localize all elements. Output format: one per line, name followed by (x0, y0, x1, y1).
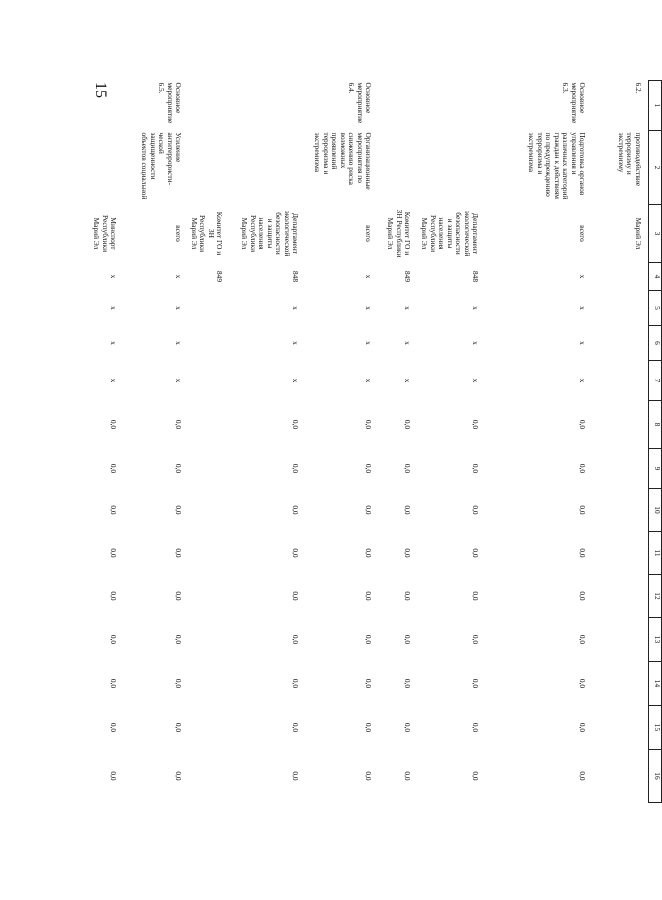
table-cell (188, 449, 224, 489)
table-cell: х (471, 306, 481, 310)
table-header (649, 81, 662, 803)
column-header-8: 8 (649, 401, 662, 449)
table-cell: 0,0 (109, 548, 119, 558)
table-cell: 0,0 (174, 419, 184, 430)
table-cell (225, 81, 301, 131)
table-row (379, 81, 413, 803)
table-cell: всего (364, 225, 374, 242)
table-cell: Марий Эл (634, 217, 643, 250)
table-cell: 0,0 (174, 722, 184, 733)
table-cell: 848 (291, 270, 301, 283)
table-cell: х (364, 378, 374, 383)
column-header-12: 12 (649, 575, 662, 618)
budget-table (78, 80, 662, 803)
table-cell: 0,0 (364, 505, 374, 515)
table-cell: 0,0 (174, 591, 184, 601)
table-cell: 849 (403, 270, 413, 283)
table-cell: х (364, 306, 374, 310)
table-cell (188, 618, 224, 662)
table-cell (379, 81, 413, 131)
table-row (118, 81, 188, 803)
table-cell: х (109, 306, 119, 310)
table-cell: 0,0 (364, 678, 374, 689)
table-cell: 0,0 (364, 591, 374, 601)
table-cell: 0,0 (291, 419, 301, 430)
table-cell: х (291, 378, 301, 383)
table-cell: 0,0 (403, 505, 413, 515)
table-cell: х (471, 341, 481, 345)
table-cell: 0,0 (578, 771, 588, 781)
table-cell: х (578, 341, 588, 345)
table-cell: х (174, 306, 184, 310)
table-row (481, 81, 593, 803)
table-cell (593, 361, 649, 401)
table-cell (188, 750, 224, 803)
table-cell: 0,0 (109, 678, 119, 689)
table-cell: 0,0 (291, 591, 301, 601)
table-cell: 0,0 (174, 771, 184, 781)
column-header-10: 10 (649, 489, 662, 532)
table-cell: 0,0 (578, 678, 588, 689)
table-cell: х (109, 378, 119, 383)
table-cell: 0,0 (109, 771, 119, 781)
table-cell: 0,0 (364, 548, 374, 558)
table-cell: 0,0 (174, 548, 184, 558)
table-cell (225, 131, 301, 205)
table-body (78, 81, 648, 803)
table-cell: 0,0 (403, 463, 413, 474)
table-cell: противодействие терроризму и экстремизму (616, 132, 643, 187)
table-cell: Департамент экологической безопасности и защиты населения Республики Марий Эл (420, 210, 481, 257)
column-header-2: 2 (649, 131, 662, 205)
table-cell: Основное мероприятие 6.5. (157, 82, 184, 124)
table-cell: 0,0 (109, 505, 119, 515)
table-cell (593, 489, 649, 532)
table-cell: 0,0 (109, 463, 119, 474)
column-header-13: 13 (649, 618, 662, 662)
table-cell: 0,0 (291, 548, 301, 558)
table-cell (188, 81, 224, 131)
table-cell: 0,0 (471, 419, 481, 430)
table-cell: 0,0 (109, 722, 119, 733)
table-cell (188, 131, 224, 205)
table-cell: х (109, 274, 119, 279)
column-header-11: 11 (649, 532, 662, 575)
table-cell (188, 361, 224, 401)
table-cell: х (364, 274, 374, 279)
table-cell: 0,0 (403, 419, 413, 430)
table-cell (593, 291, 649, 326)
column-header-15: 15 (649, 706, 662, 750)
table-cell: Основное мероприятие 6.3. (561, 82, 588, 124)
table-cell: 6.2. (634, 82, 643, 94)
table-cell: 0,0 (578, 463, 588, 474)
table-cell (188, 489, 224, 532)
column-header-14: 14 (649, 662, 662, 706)
table-row (301, 81, 379, 803)
table-cell: х (291, 306, 301, 310)
table-cell: 0,0 (578, 591, 588, 601)
table-cell: 0,0 (364, 771, 374, 781)
table-cell: 0,0 (109, 634, 119, 645)
table-cell: х (578, 274, 588, 279)
table-cell: х (174, 341, 184, 345)
table-cell: 0,0 (364, 634, 374, 645)
table-cell: х (471, 378, 481, 383)
table-cell: 0,0 (109, 419, 119, 430)
table-cell (593, 532, 649, 575)
table-cell: х (403, 306, 413, 310)
table-row (593, 81, 649, 803)
table-cell: х (291, 341, 301, 345)
table-cell (593, 449, 649, 489)
table-row (225, 81, 301, 803)
table-cell (593, 750, 649, 803)
table-cell: 0,0 (471, 722, 481, 733)
table-cell (78, 81, 118, 131)
table-cell: 848 (471, 270, 481, 283)
table-cell: 0,0 (174, 634, 184, 645)
column-header-5: 5 (649, 291, 662, 326)
table-cell: 0,0 (403, 678, 413, 689)
table-cell: Подготовка органов управления и различных категорий граждан к действиям по предупреждению терроризма и экстремизма (527, 132, 588, 200)
column-header-4: 4 (649, 263, 662, 291)
table-cell: 0,0 (403, 548, 413, 558)
rotated-table-container (92, 80, 662, 802)
table-cell (188, 662, 224, 706)
table-cell (78, 131, 118, 205)
table-cell: 0,0 (174, 463, 184, 474)
table-cell: х (403, 341, 413, 345)
table-cell (413, 81, 481, 131)
table-cell: 0,0 (291, 678, 301, 689)
table-cell: 0,0 (471, 505, 481, 515)
table-cell: 0,0 (578, 634, 588, 645)
table-cell: Организационные мероприятия по снижению риска возможных проявлений терроризма и экстремизма (313, 132, 374, 190)
column-header-16: 16 (649, 750, 662, 803)
table-cell: 0,0 (403, 591, 413, 601)
table-cell (593, 618, 649, 662)
table-cell: Комитет ГО и ЗН Республики Марий Эл (386, 209, 413, 258)
table-cell: х (109, 341, 119, 345)
table-cell: 0,0 (578, 419, 588, 430)
table-cell: х (578, 306, 588, 310)
table-cell (188, 532, 224, 575)
table-cell: 0,0 (471, 548, 481, 558)
table-cell: 0,0 (578, 505, 588, 515)
table-cell: 0,0 (578, 722, 588, 733)
table-cell: всего (578, 225, 588, 242)
table-cell: 0,0 (364, 463, 374, 474)
table-cell: 0,0 (471, 678, 481, 689)
table-row (188, 81, 224, 803)
table-cell (593, 263, 649, 291)
table-cell: Комитет ГО и ЗН Республики Марий Эл (189, 211, 225, 256)
table-cell: 849 (215, 270, 225, 283)
table-cell: 0,0 (471, 463, 481, 474)
column-header-9: 9 (649, 449, 662, 489)
table-cell: 0,0 (403, 634, 413, 645)
table-cell: 0,0 (364, 722, 374, 733)
table-cell: х (174, 378, 184, 383)
table-cell: 0,0 (471, 771, 481, 781)
table-cell (593, 706, 649, 750)
table-row (78, 81, 118, 803)
table-cell: х (364, 341, 374, 345)
table-row (413, 81, 481, 803)
table-cell (593, 575, 649, 618)
table-cell: х (174, 274, 184, 279)
table-cell: 0,0 (403, 771, 413, 781)
table-cell: Минспорт Республики Марий Эл (92, 214, 119, 253)
table-cell (593, 326, 649, 361)
table-cell (188, 575, 224, 618)
page-number: 15 (92, 82, 109, 98)
column-header-7: 7 (649, 361, 662, 401)
table-cell: 0,0 (174, 505, 184, 515)
column-header-3: 3 (649, 205, 662, 263)
table-cell (413, 131, 481, 205)
table-cell (188, 291, 224, 326)
table-cell: Департамент экологической безопасности и защиты населения Республики Марий Эл (240, 210, 301, 257)
table-cell (188, 706, 224, 750)
table-cell: 0,0 (291, 722, 301, 733)
table-cell (188, 401, 224, 449)
column-header-1: 1 (649, 81, 662, 131)
table-cell: Основное мероприятие 6.4. (347, 82, 374, 124)
table-cell: 0,0 (291, 634, 301, 645)
table-cell: х (578, 378, 588, 383)
table-cell: всего (174, 225, 184, 242)
table-cell (593, 401, 649, 449)
table-cell: Усиление антитеррористи- ческой защищенности объектов социальной (140, 132, 184, 200)
table-cell: 0,0 (471, 634, 481, 645)
table-cell: 0,0 (471, 591, 481, 601)
table-cell (379, 131, 413, 205)
table-cell: 0,0 (578, 548, 588, 558)
table-cell: 0,0 (109, 591, 119, 601)
table-cell: 0,0 (174, 678, 184, 689)
table-cell (593, 662, 649, 706)
table-cell: 0,0 (291, 463, 301, 474)
table-cell: 0,0 (403, 722, 413, 733)
table-cell: 0,0 (291, 505, 301, 515)
table-cell: х (403, 378, 413, 383)
table-cell: 0,0 (364, 419, 374, 430)
header-row (649, 81, 662, 803)
table-cell: 0,0 (291, 771, 301, 781)
table-cell (188, 326, 224, 361)
column-header-6: 6 (649, 326, 662, 361)
